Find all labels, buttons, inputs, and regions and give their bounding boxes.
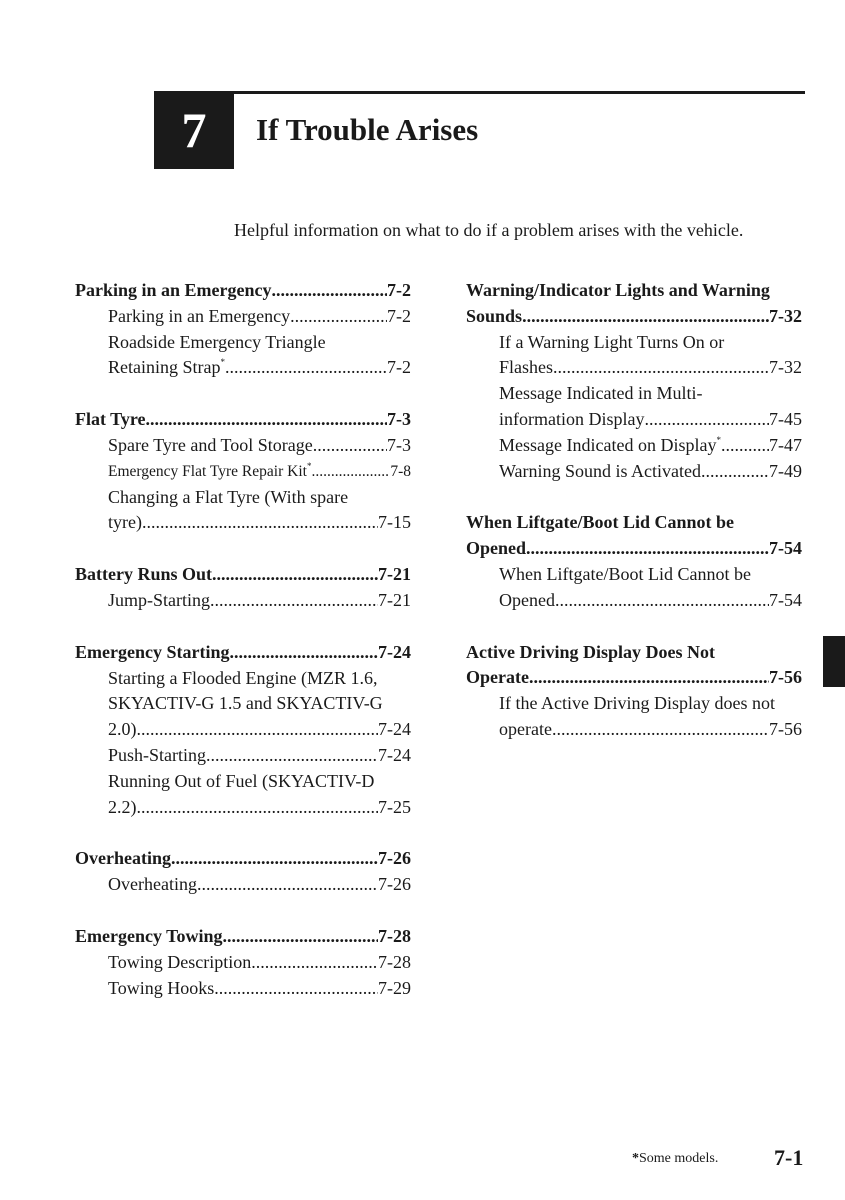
toc-heading[interactable]	[466, 536, 802, 562]
toc-heading[interactable]	[466, 278, 802, 304]
toc-leader-dots	[137, 795, 379, 821]
toc-section	[75, 846, 411, 898]
toc-heading[interactable]	[75, 924, 411, 950]
toc-entry-title: Retaining Strap*	[108, 357, 225, 378]
toc-leader-dots	[272, 278, 388, 304]
toc-entry-title: operate	[499, 718, 552, 739]
chapter-title: If Trouble Arises	[256, 112, 479, 147]
toc-entry-title: Emergency Starting	[75, 641, 230, 662]
toc-entry-title: Warning/Indicator Lights and Warning	[466, 280, 770, 300]
toc-entry-title: tyre)	[108, 512, 142, 533]
toc-entry[interactable]	[75, 304, 411, 330]
toc-entry[interactable]	[75, 588, 411, 614]
toc-heading[interactable]	[75, 562, 411, 588]
toc-leader-dots	[555, 588, 769, 614]
toc-section	[75, 924, 411, 1001]
header-rule	[154, 91, 805, 94]
toc-leader-dots	[214, 976, 378, 1002]
toc-entry-title: 2.0)	[108, 719, 137, 740]
toc-heading[interactable]	[466, 665, 802, 691]
toc-page-number: 7-32	[769, 357, 802, 378]
toc-right-column	[466, 278, 802, 769]
toc-entry[interactable]	[75, 433, 411, 459]
toc-leader-dots	[146, 407, 388, 433]
toc-page-number: 7-24	[378, 719, 411, 740]
toc-page-number: 7-32	[769, 305, 802, 326]
toc-leader-dots	[223, 924, 378, 950]
toc-leader-dots	[206, 743, 378, 769]
toc-leader-dots	[210, 588, 378, 614]
toc-entry-title: Towing Description	[108, 951, 252, 972]
chapter-intro: Helpful information on what to do if a problem arises with the vehicle.	[234, 220, 744, 240]
chapter-number: 7	[181, 102, 207, 158]
toc-entry[interactable]	[466, 459, 802, 485]
toc-section	[75, 407, 411, 536]
toc-leader-dots	[552, 717, 769, 743]
toc-page-number: 7-47	[769, 434, 802, 455]
toc-entry[interactable]	[75, 743, 411, 769]
toc-entry-title: Opened	[466, 538, 527, 559]
footnote-marker: *	[716, 434, 721, 445]
toc-entry-title: When Liftgate/Boot Lid Cannot be	[466, 512, 735, 533]
toc-leader-dots	[311, 459, 390, 485]
toc-page-number: 7-2	[387, 357, 411, 378]
toc-leader-dots	[526, 536, 769, 562]
chapter-thumb-tab	[823, 636, 845, 687]
toc-entry[interactable]	[466, 330, 802, 356]
toc-section	[75, 562, 411, 614]
toc-entry-title: information Display	[499, 408, 645, 429]
toc-entry-title: 2.2)	[108, 796, 137, 817]
toc-page-number: 7-3	[387, 409, 411, 430]
toc-leader-dots	[171, 846, 378, 872]
page-number: 7-1	[774, 1145, 804, 1170]
toc-page-number: 7-26	[378, 848, 411, 869]
toc-section	[466, 640, 802, 743]
toc-entry[interactable]	[75, 666, 411, 692]
toc-page-number: 7-24	[378, 744, 411, 765]
toc-leader-dots	[229, 640, 378, 666]
footnote-asterisk: *	[632, 1151, 639, 1166]
toc-section	[466, 278, 802, 484]
toc-entry[interactable]	[75, 691, 411, 717]
toc-leader-dots	[553, 355, 769, 381]
toc-heading[interactable]	[75, 846, 411, 872]
toc-entry[interactable]	[75, 330, 411, 356]
toc-entry-title: If a Warning Light Turns On or	[499, 331, 725, 352]
toc-entry-title: When Liftgate/Boot Lid Cannot be	[499, 563, 751, 584]
toc-heading[interactable]	[466, 640, 802, 666]
toc-entry[interactable]	[466, 588, 802, 614]
toc-heading[interactable]	[466, 510, 802, 536]
toc-entry-title: Running Out of Fuel (SKYACTIV-D	[108, 770, 375, 791]
toc-entry-title: Message Indicated on Display*	[499, 434, 721, 455]
toc-entry-title: Message Indicated in Multi-	[499, 383, 703, 404]
toc-entry-title: Opened	[499, 589, 555, 610]
toc-leader-dots	[290, 304, 387, 330]
toc-section	[466, 510, 802, 613]
toc-leader-dots	[225, 355, 387, 381]
toc-leader-dots	[313, 433, 387, 459]
toc-entry-title: Active Driving Display Does Not	[466, 641, 715, 662]
toc-heading[interactable]	[466, 304, 802, 330]
toc-section	[75, 278, 411, 381]
toc-page-number: 7-25	[378, 796, 411, 817]
toc-entry-title: Towing Hooks	[108, 977, 215, 998]
toc-entry-title: Battery Runs Out	[75, 564, 213, 585]
toc-page-number: 7-2	[387, 305, 411, 326]
footnote-marker: *	[220, 357, 225, 368]
toc-entry-title: Warning Sound is Activated	[499, 460, 702, 481]
toc-leader-dots	[197, 872, 378, 898]
chapter-number-box	[154, 91, 234, 169]
toc-left-column	[75, 278, 411, 1027]
toc-leader-dots	[251, 950, 378, 976]
toc-page-number: 7-49	[769, 460, 802, 481]
toc-leader-dots	[137, 717, 379, 743]
toc-entry-title: Roadside Emergency Triangle	[108, 331, 326, 352]
toc-page-number: 7-21	[378, 564, 411, 585]
toc-entry[interactable]	[75, 510, 411, 536]
toc-entry[interactable]	[466, 717, 802, 743]
toc-heading[interactable]	[75, 640, 411, 666]
toc-entry-title: Flat Tyre	[75, 409, 146, 430]
toc-section	[75, 640, 411, 821]
toc-page-number: 7-24	[378, 641, 411, 662]
toc-entry-title: Operate	[466, 667, 529, 688]
toc-page-number: 7-28	[378, 951, 411, 972]
toc-page-number: 7-54	[769, 538, 802, 559]
toc-entry-title: Push-Starting	[108, 744, 207, 765]
toc-leader-dots	[701, 459, 769, 485]
toc-entry-title: Flashes	[499, 357, 553, 378]
toc-entry[interactable]	[466, 433, 802, 459]
toc-entry[interactable]	[75, 717, 411, 743]
toc-page-number: 7-2	[387, 280, 411, 300]
toc-entry-title: Overheating	[108, 874, 197, 895]
toc-leader-dots	[644, 407, 769, 433]
toc-entry[interactable]	[75, 872, 411, 898]
toc-page-number: 7-26	[378, 874, 411, 895]
toc-leader-dots	[212, 562, 378, 588]
footnote-text: Some models.	[639, 1151, 719, 1166]
toc-page-number: 7-8	[390, 462, 411, 480]
toc-heading[interactable]	[75, 407, 411, 433]
toc-entry-title: Emergency Flat Tyre Repair Kit*	[108, 460, 312, 480]
toc-leader-dots	[522, 304, 769, 330]
toc-entry-title: Sounds	[466, 305, 523, 326]
toc-entry[interactable]	[466, 562, 802, 588]
toc-page-number: 7-3	[387, 434, 411, 455]
toc-entry[interactable]	[466, 407, 802, 433]
toc-leader-dots	[529, 665, 769, 691]
toc-entry[interactable]	[466, 381, 802, 407]
toc-heading[interactable]	[75, 278, 411, 304]
toc-entry[interactable]	[75, 485, 411, 511]
toc-page-number: 7-56	[769, 718, 802, 739]
footnote	[632, 1151, 718, 1167]
toc-entry-title: Parking in an Emergency	[75, 280, 272, 300]
toc-entry[interactable]	[75, 795, 411, 821]
toc-entry[interactable]	[75, 355, 411, 381]
footnote-marker: *	[306, 460, 312, 471]
toc-leader-dots	[721, 433, 769, 459]
toc-page-number: 7-21	[378, 589, 411, 610]
toc-page-number: 7-28	[378, 925, 411, 946]
toc-entry-title: Spare Tyre and Tool Storage	[108, 434, 313, 455]
toc-entry[interactable]	[466, 691, 802, 717]
toc-page-number: 7-56	[769, 667, 802, 688]
toc-page-number: 7-29	[378, 977, 411, 998]
toc-entry-title: Overheating	[75, 848, 171, 869]
toc-entry[interactable]	[75, 769, 411, 795]
toc-entry[interactable]	[75, 976, 411, 1002]
toc-page-number: 7-45	[769, 408, 802, 429]
toc-entry[interactable]	[466, 355, 802, 381]
toc-entry-title: Jump-Starting	[108, 589, 210, 610]
toc-leader-dots	[142, 510, 378, 536]
toc-entry-title: Parking in an Emergency	[108, 305, 291, 326]
toc-entry-title: Emergency Towing	[75, 925, 223, 946]
toc-entry[interactable]	[75, 950, 411, 976]
toc-entry-title: SKYACTIV-G 1.5 and SKYACTIV-G	[108, 693, 383, 714]
toc-page-number: 7-15	[378, 512, 411, 533]
toc-entry-title: Starting a Flooded Engine (MZR 1.6,	[108, 667, 378, 688]
toc-entry-title: If the Active Driving Display does not	[499, 693, 775, 714]
toc-page-number: 7-54	[769, 589, 802, 610]
toc-entry[interactable]	[75, 459, 411, 485]
toc-entry-title: Changing a Flat Tyre (With spare	[108, 486, 349, 507]
